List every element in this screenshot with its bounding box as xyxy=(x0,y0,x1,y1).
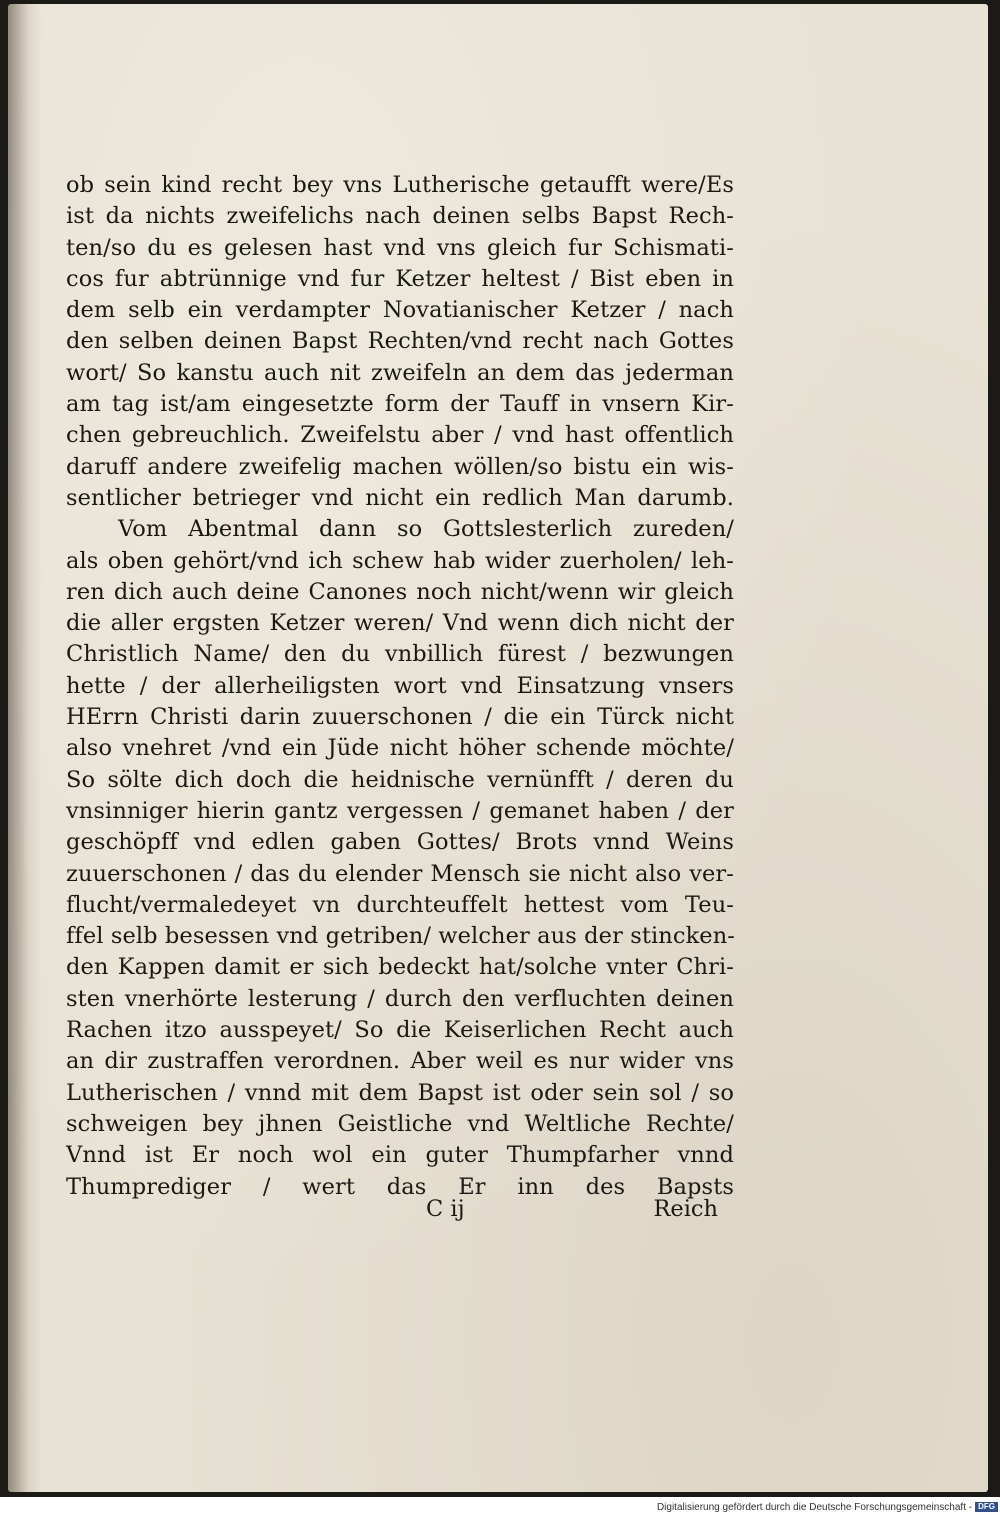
text-line: Christlich Name/ den du vnbillich fürest / bezwungen xyxy=(66,641,734,668)
text-line: chen gebreuchlich. Zweifelstu aber / vnd hast offentlich xyxy=(66,422,734,449)
text-line: die aller ergsten Ketzer weren/ Vnd wenn dich nicht der xyxy=(66,610,734,637)
text-line: Vom Abentmal dann so Gottslesterlich zureden/ xyxy=(118,516,734,543)
text-line: dem selb ein verdampter Novatianischer Ketzer / nach xyxy=(66,297,734,324)
binding-gutter-shadow xyxy=(8,4,42,1492)
text-line: daruff andere zweifelig machen wöllen/so bistu ein wis- xyxy=(66,453,734,480)
text-line: den selben deinen Bapst Rechten/vnd recht nach Gottes xyxy=(66,328,734,355)
text-line: vnsinniger hierin gantz vergessen / gemanet haben / der xyxy=(66,797,734,824)
text-line: an dir zustraffen verordnen. Aber weil es nur wider vns xyxy=(66,1048,734,1075)
signature-mark: C ij xyxy=(426,1196,465,1222)
text-line: ist da nichts zweifelichs nach deinen selbs Bapst Rech- xyxy=(66,203,734,230)
text-line: zuuerschonen / das du elender Mensch sie nicht also ver- xyxy=(66,860,734,887)
credit-text: Digitalisierung gefördert durch die Deutsche Forschungsgemeinschaft - xyxy=(656,1501,973,1513)
book-page xyxy=(8,4,988,1492)
text-line: sten vnerhörte lesterung / durch den verfluchten deinen xyxy=(66,985,734,1012)
text-line: ren dich auch deine Canones noch nicht/wenn wir gleich xyxy=(66,578,734,605)
text-line: flucht/vermaledeyet vn durchteuffelt hettest vom Teu- xyxy=(66,891,734,918)
text-line: cos fur abtrünnige vnd fur Ketzer heltest / Bist eben in xyxy=(66,265,734,292)
text-line: schweigen bey jhnen Geistliche vnd Weltliche Rechte/ xyxy=(66,1110,734,1137)
text-line: Vnnd ist Er noch wol ein guter Thumpfarher vnnd xyxy=(66,1142,734,1169)
text-line: Thumprediger / wert das Er inn des Bapsts xyxy=(66,1173,734,1200)
text-line: hette / der allerheiligsten wort vnd Einsatzung vnsers xyxy=(66,672,734,699)
text-line: So sölte dich doch die heidnische vernünfft / deren du xyxy=(66,766,734,793)
text-line: am tag ist/am eingesetzte form der Tauff in vnsern Kir- xyxy=(66,391,734,418)
text-line: geschöpff vnd edlen gaben Gottes/ Brots vnnd Weins xyxy=(66,829,734,856)
text-line: als oben gehört/vnd ich schew hab wider zuerholen/ leh- xyxy=(66,547,734,574)
catchword: Reich xyxy=(653,1196,718,1222)
text-line: Lutherischen / vnnd mit dem Bapst ist oder sein sol / so xyxy=(66,1079,734,1106)
text-line: also vnehret /vnd ein Jüde nicht höher schende möchte/ xyxy=(66,735,734,762)
text-line: ob sein kind recht bey vns Lutherische getaufft were/Es xyxy=(66,172,734,198)
body-text xyxy=(66,170,734,1203)
digitization-credit xyxy=(657,1501,998,1513)
text-line: Rachen itzo ausspeyet/ So die Keiserlichen Recht auch xyxy=(66,1017,734,1044)
text-line: sentlicher betrieger vnd nicht ein redlich Man darumb. xyxy=(66,484,734,511)
text-line: den Kappen damit er sich bedeckt hat/solche vnter Chri- xyxy=(66,954,734,981)
page-footer xyxy=(66,1196,734,1228)
text-line: ffel selb besessen vnd getriben/ welcher aus der stincken- xyxy=(66,923,736,950)
text-line: wort/ So kanstu auch nit zweifeln an dem das jederman xyxy=(66,359,734,386)
text-line: HErrn Christi darin zuuerschonen / die ein Türck nicht xyxy=(66,704,734,731)
text-line: ten/so du es gelesen hast vnd vns gleich fur Schismati- xyxy=(66,234,734,261)
dfg-logo: DFG xyxy=(975,1502,998,1512)
